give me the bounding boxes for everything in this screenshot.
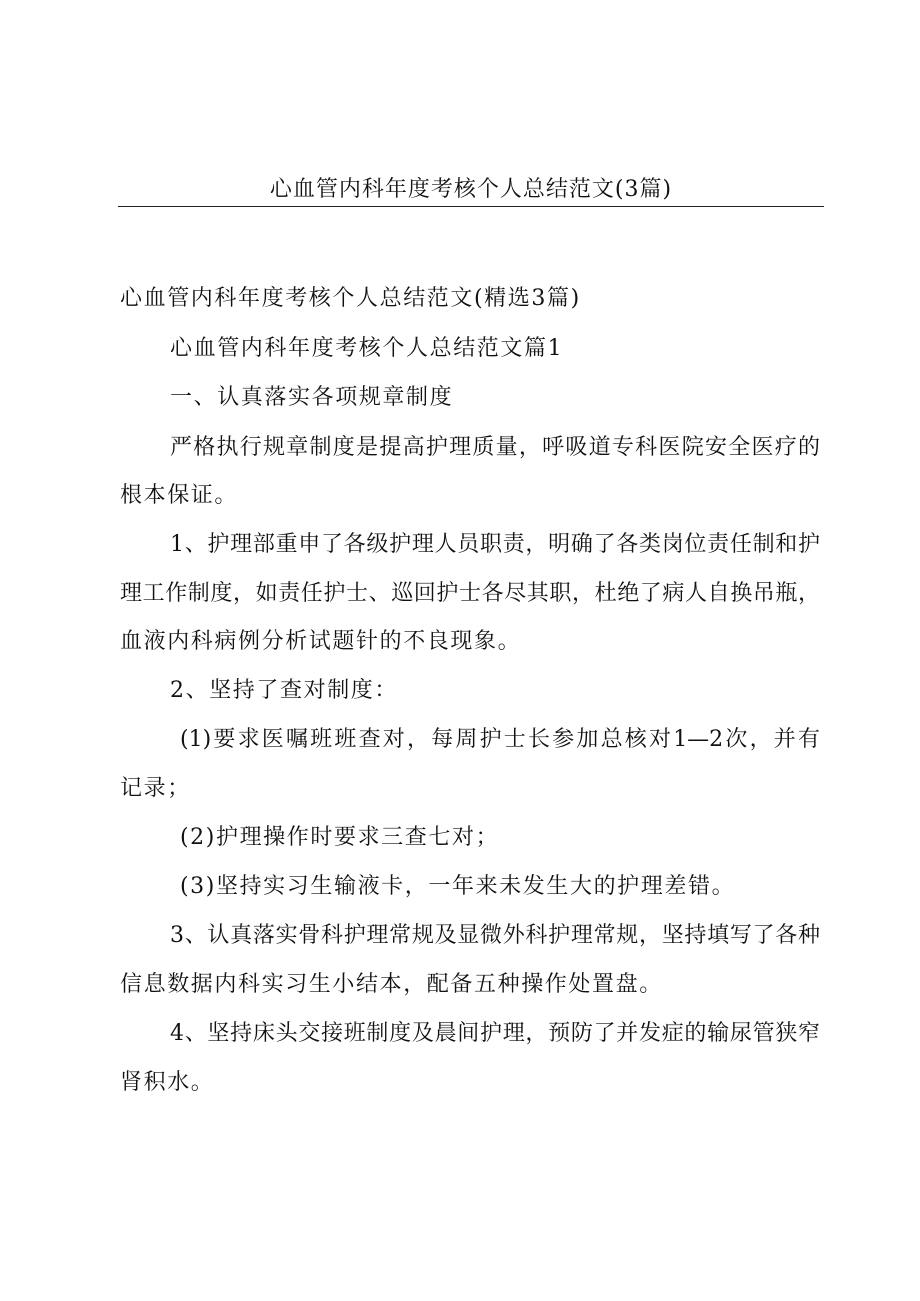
item-1-line-2: 理工作制度，如责任护士、巡回护士各尽其职，杜绝了病人自换吊瓶， [120, 581, 820, 606]
sub-item-1-line-1: (1)要求医嘱班班查对，每周护士长参加总核对1—2次，并有 [180, 727, 820, 752]
item-3-line-1: 3、认真落实骨科护理常规及显微外科护理常规，坚持填写了各种 [170, 923, 820, 948]
item-4-line-2: 肾积水。 [120, 1070, 215, 1095]
sub-item-3: (3)坚持实习生输液卡，一年来未发生大的护理差错。 [180, 874, 736, 899]
item-3-line-2: 信息数据内科实习生小结本，配备五种操作处置盘。 [120, 972, 663, 997]
item-4-line-1: 4、坚持床头交接班制度及晨间护理，预防了并发症的输尿管狭窄 [170, 1021, 820, 1046]
item-1-line-3: 血液内科病例分析试题针的不良现象。 [120, 629, 522, 654]
sub-item-1-line-2: 记录； [120, 776, 191, 801]
paragraph-1-line-2: 根本保证。 [120, 483, 239, 508]
sub-item-2: (2)护理操作时要求三查七对； [180, 825, 500, 850]
item-2: 2、坚持了查对制度： [170, 678, 398, 703]
heading-1: 一、认真落实各项规章制度 [170, 385, 454, 410]
page-header-title: 心血管内科年度考核个人总结范文(3篇) [269, 177, 673, 202]
paragraph-1-line-1: 严格执行规章制度是提高护理质量，呼吸道专科医院安全医疗的 [170, 435, 820, 460]
section-title: 心血管内科年度考核个人总结范文篇1 [170, 336, 564, 361]
header-divider [118, 206, 824, 207]
document-title: 心血管内科年度考核个人总结范文(精选3篇) [120, 286, 581, 311]
item-1-line-1: 1、护理部重申了各级护理人员职责，明确了各类岗位责任制和护 [170, 532, 820, 557]
